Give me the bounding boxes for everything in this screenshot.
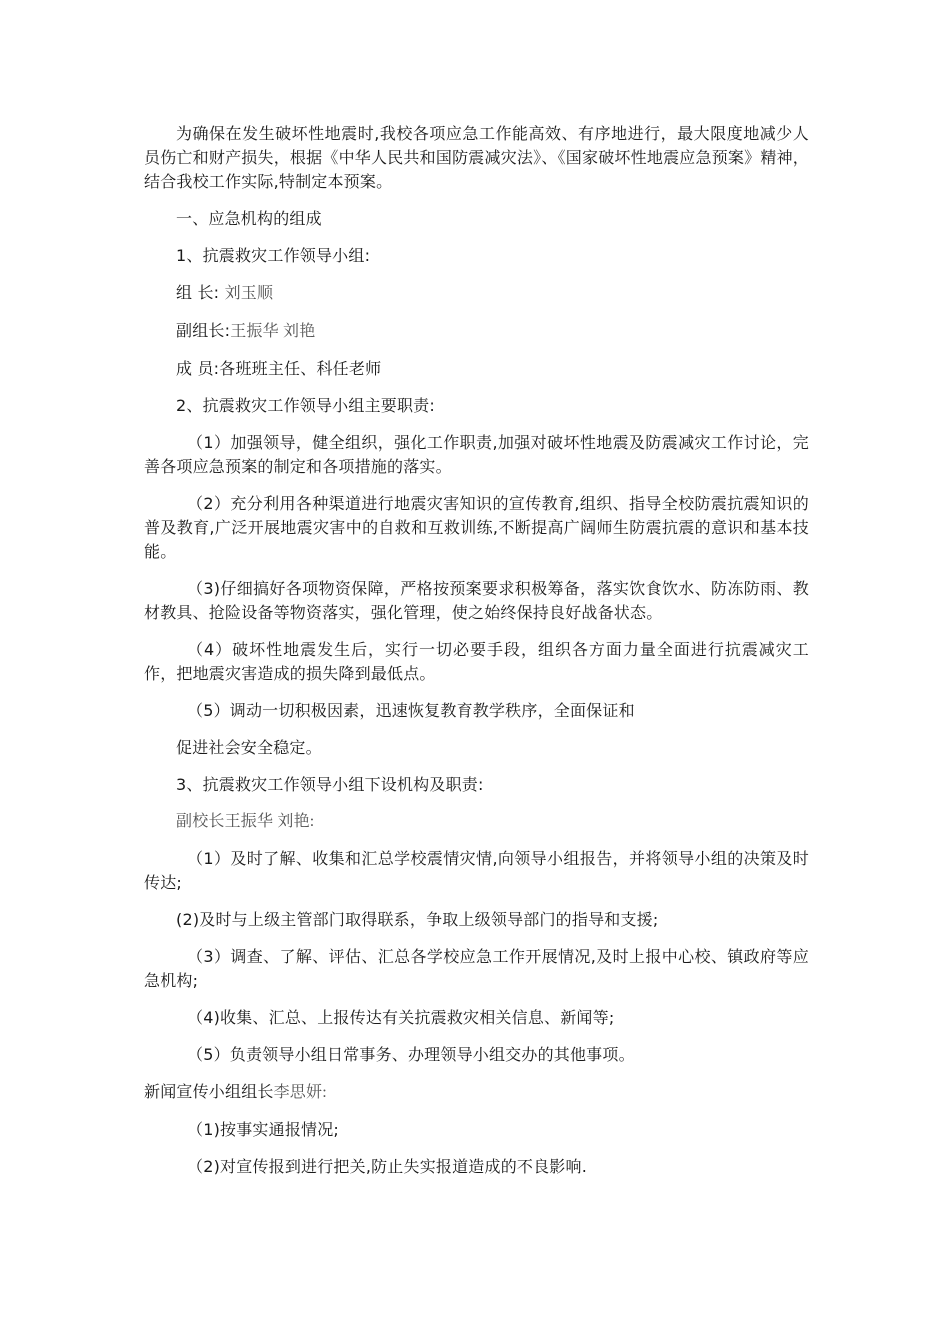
deputy-line: [144, 319, 809, 344]
sub-duty-2: (2)及时与上级主管部门取得联系，争取上级领导部门的指导和支援;: [176, 910, 659, 929]
news-group-line: [144, 1080, 809, 1105]
vice-principal-line: 副校长王振华 刘艳:: [176, 813, 315, 830]
news-group-leader: 李思妍:: [273, 1084, 327, 1101]
deputy-label: 副组长:: [176, 321, 231, 340]
sub-duty-4: （4)收集、汇总、上报传达有关抗震救灾相关信息、新闻等;: [187, 1008, 615, 1027]
intro-paragraph: 为确保在发生破坏性地震时,我校各项应急工作能高效、有序地进行，最大限度地减少人员伤亡和财产损失，根据《中华人民共和国防震减灾法》、《国家破坏性地震应急预案》精神，结合我校工作实际,特制定本预案。: [144, 124, 809, 191]
duty-5-continued: 促进社会安全稳定。: [176, 738, 322, 757]
sub-duty-3: （3）调查、了解、评估、汇总各学校应急工作开展情况,及时上报中心校、镇政府等应急机构;: [144, 947, 809, 990]
sub-duty-5: （5）负责领导小组日常事务、办理领导小组交办的其他事项。: [187, 1045, 635, 1064]
sub-duty-1: （1）及时了解、收集和汇总学校震情灾情,向领导小组报告，并将领导小组的决策及时传达;: [144, 849, 809, 892]
leader-line: [144, 281, 809, 306]
leader-label: 组 长:: [176, 283, 225, 302]
item-2-heading: 2、抗震救灾工作领导小组主要职责:: [176, 396, 435, 415]
leader-name: 刘玉顺: [224, 285, 274, 302]
duty-2: （2）充分利用各种渠道进行地震灾害知识的宣传教育,组织、指导全校防震抗震知识的普及教育,广泛开展地震灾害中的自救和互救训练,不断提高广阔师生防震抗震的意识和基本技能。: [144, 494, 809, 561]
news-duty-2: （2)对宣传报到进行把关,防止失实报道造成的不良影响.: [187, 1157, 587, 1176]
news-group-label: 新闻宣传小组组长: [144, 1082, 274, 1101]
duty-3: （3)仔细搞好各项物资保障，严格按预案要求积极筹备，落实饮食饮水、防冻防雨、教材教具、抢险设备等物资落实，强化管理，使之始终保持良好战备状态。: [144, 579, 809, 622]
deputy-names: 王振华 刘艳: [230, 323, 316, 340]
document-body: [144, 122, 809, 1179]
section-heading-1: 一、应急机构的组成: [176, 209, 322, 228]
duty-1: （1）加强领导，健全组织，强化工作职责,加强对破坏性地震及防震减灾工作讨论，完善各项应急预案的制定和各项措施的落实。: [144, 433, 809, 476]
item-3-heading: 3、抗震救灾工作领导小组下设机构及职责:: [176, 775, 484, 794]
duty-5: （5）调动一切积极因素，迅速恢复教育教学秩序，全面保证和: [187, 701, 635, 720]
item-1-heading: 1、抗震救灾工作领导小组:: [176, 246, 371, 265]
duty-4: （4）破坏性地震发生后，实行一切必要手段，组织各方面力量全面进行抗震减灾工作，把地震灾害造成的损失降到最低点。: [144, 640, 809, 683]
members-line: 成 员:各班班主任、科任老师: [176, 359, 382, 378]
news-duty-1: （1)按事实通报情况;: [187, 1120, 340, 1139]
